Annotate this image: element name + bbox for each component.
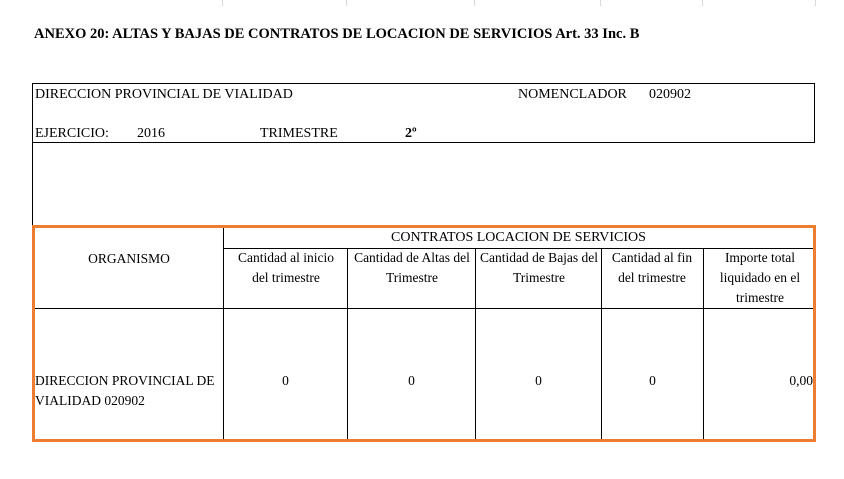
- column-header: Cantidad de Altas del Trimestre: [354, 250, 470, 285]
- grid-tick: [474, 0, 475, 6]
- direccion-label: DIRECCION PROVINCIAL DE VIALIDAD: [35, 87, 293, 102]
- ejercicio-label: EJERCICIO:: [35, 126, 109, 141]
- grid-tick: [815, 0, 816, 6]
- info-box: [32, 83, 815, 143]
- column-header: Cantidad al fin del trimestre: [611, 250, 693, 285]
- row-value-importe: 0,00: [789, 373, 813, 388]
- left-border: [32, 143, 33, 225]
- ejercicio-value: 2016: [137, 126, 165, 141]
- grid-tick: [702, 0, 703, 6]
- data-table: [32, 225, 816, 442]
- row-value: 0: [649, 373, 656, 388]
- row-value: 0: [408, 373, 415, 388]
- group-header: CONTRATOS LOCACION DE SERVICIOS: [391, 230, 646, 245]
- organismo-value: DIRECCION PROVINCIAL DE VIALIDAD 020902: [35, 373, 215, 408]
- column-header: Importe total liquidado en el trimestre: [719, 250, 801, 305]
- row-value: 0: [535, 373, 542, 388]
- organismo-header: ORGANISMO: [88, 251, 170, 266]
- nomenclador-value: 020902: [649, 87, 691, 102]
- trimestre-label: TRIMESTRE: [260, 126, 338, 141]
- grid-tick: [346, 0, 347, 6]
- column-header: Cantidad de Bajas del Trimestre: [479, 250, 599, 285]
- nomenclador-label: NOMENCLADOR: [518, 87, 627, 102]
- column-header: Cantidad al inicio del trimestre: [238, 250, 334, 285]
- grid-tick: [222, 0, 223, 6]
- row-value: 0: [282, 373, 289, 388]
- grid-tick: [600, 0, 601, 6]
- trimestre-value: 2º: [405, 126, 417, 141]
- page-title: ANEXO 20: ALTAS Y BAJAS DE CONTRATOS DE LOCACION DE SERVICIOS Art. 33 Inc. B: [34, 26, 640, 42]
